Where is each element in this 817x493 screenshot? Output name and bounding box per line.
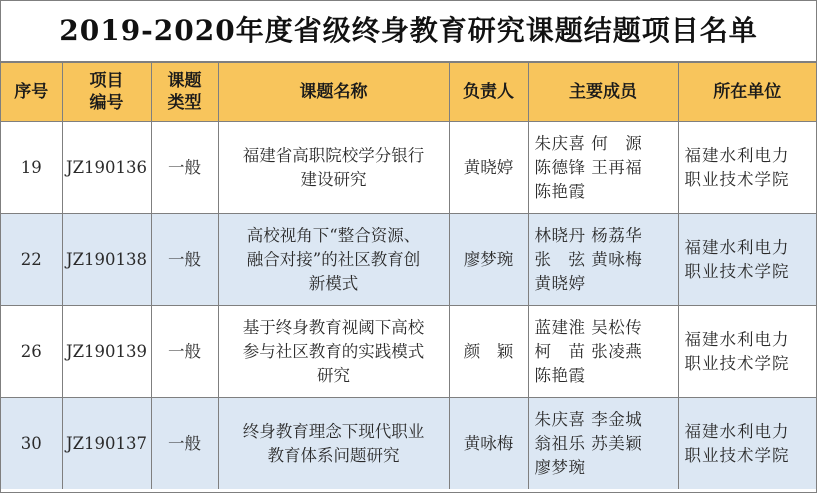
cell-members-line: 陈德锋 王再福	[534, 157, 643, 177]
cell-lead: 颜 颖	[449, 306, 528, 398]
project-table	[1, 62, 816, 489]
cell-members-line: 翁祖乐 苏美颖	[534, 433, 643, 453]
cell-topic	[218, 122, 449, 214]
header-topic: 课题名称	[218, 63, 449, 122]
cell-seq: 26	[1, 306, 62, 398]
page-title: 2019-2020年度省级终身教育研究课题结题项目名单	[1, 1, 816, 62]
cell-unit-line: 职业技术学院	[684, 169, 790, 189]
cell-members-line: 张 弦 黄咏梅	[534, 249, 643, 269]
header-unit: 所在单位	[678, 63, 816, 122]
cell-project-no: JZ190139	[62, 306, 151, 398]
cell-topic-line: 教育体系问题研究	[267, 445, 400, 465]
cell-members	[528, 122, 678, 214]
cell-members-line: 陈艳霞	[534, 365, 586, 385]
header-members: 主要成员	[528, 63, 678, 122]
cell-unit-line: 职业技术学院	[684, 261, 790, 281]
cell-seq: 22	[1, 214, 62, 306]
header-lead: 负责人	[449, 63, 528, 122]
cell-unit-line: 福建水利电力	[684, 421, 790, 441]
cell-topic-line: 福建省高职院校学分银行	[242, 145, 425, 165]
cell-project-no: JZ190136	[62, 122, 151, 214]
cell-topic-line: 基于终身教育视阈下高校	[242, 317, 425, 337]
cell-lead: 黄咏梅	[449, 398, 528, 490]
header-seq: 序号	[1, 63, 62, 122]
cell-unit-line: 福建水利电力	[684, 145, 790, 165]
table-row	[1, 214, 816, 306]
cell-project-no: JZ190138	[62, 214, 151, 306]
cell-seq: 19	[1, 122, 62, 214]
cell-topic	[218, 306, 449, 398]
table-body	[1, 122, 816, 490]
table-header-row	[1, 63, 816, 122]
table-row	[1, 306, 816, 398]
cell-topic-line: 新模式	[308, 273, 359, 293]
cell-members	[528, 398, 678, 490]
cell-unit	[678, 306, 816, 398]
table-row	[1, 398, 816, 490]
cell-members-line: 朱庆喜 何 源	[534, 133, 643, 153]
header-type-line: 类型	[167, 93, 202, 113]
cell-unit-line: 职业技术学院	[684, 353, 790, 373]
cell-unit	[678, 214, 816, 306]
cell-members-line: 蓝建淮 吴松传	[534, 317, 643, 337]
cell-project-no: JZ190137	[62, 398, 151, 490]
table-row	[1, 122, 816, 214]
cell-members	[528, 306, 678, 398]
cell-topic-line: 高校视角下“整合资源、	[246, 225, 421, 245]
header-project-no-line: 编号	[89, 93, 124, 113]
header-type-line: 课题	[167, 71, 202, 91]
cell-lead: 廖梦琬	[449, 214, 528, 306]
cell-topic	[218, 214, 449, 306]
cell-members	[528, 214, 678, 306]
cell-members-line: 朱庆喜 李金城	[534, 409, 643, 429]
cell-type: 一般	[151, 122, 218, 214]
cell-unit	[678, 122, 816, 214]
cell-unit	[678, 398, 816, 490]
cell-unit-line: 福建水利电力	[684, 329, 790, 349]
cell-type: 一般	[151, 398, 218, 490]
cell-type: 一般	[151, 214, 218, 306]
cell-topic	[218, 398, 449, 490]
cell-members-line: 柯 苗 张凌燕	[534, 341, 643, 361]
cell-topic-line: 终身教育理念下现代职业	[242, 421, 425, 441]
cell-members-line: 黄晓婷	[534, 273, 586, 293]
cell-topic-line: 建设研究	[300, 169, 367, 189]
cell-members-line: 陈艳霞	[534, 181, 586, 201]
cell-seq: 30	[1, 398, 62, 490]
cell-lead: 黄晓婷	[449, 122, 528, 214]
cell-members-line: 林晓丹 杨荔华	[534, 225, 643, 245]
cell-type: 一般	[151, 306, 218, 398]
cell-topic-line: 参与社区教育的实践模式	[242, 341, 425, 361]
cell-unit-line: 福建水利电力	[684, 237, 790, 257]
header-type	[151, 63, 218, 122]
cell-unit-line: 职业技术学院	[684, 445, 790, 465]
header-project-no	[62, 63, 151, 122]
cell-topic-line: 研究	[317, 365, 350, 385]
header-project-no-line: 项目	[89, 71, 124, 91]
cell-topic-line: 融合对接”的社区教育创	[246, 249, 421, 269]
cell-members-line: 廖梦琬	[534, 457, 586, 477]
